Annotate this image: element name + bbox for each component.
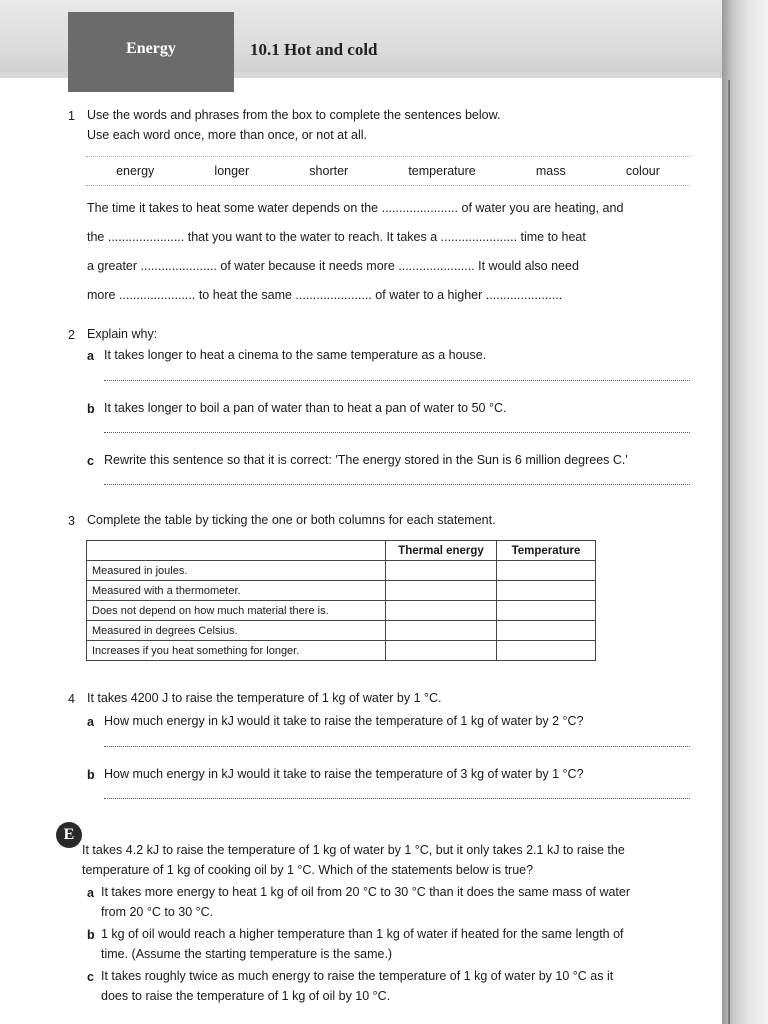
cloze-line: The time it takes to heat some water depends on the ...................... of water you are heating, and <box>87 201 624 215</box>
answer-line[interactable] <box>104 432 690 433</box>
word-option: shorter <box>309 164 349 178</box>
option-text: It takes roughly twice as much energy to raise the temperature of 1 kg of water by 10 °C as it <box>101 969 614 983</box>
word-option: mass <box>535 164 566 178</box>
answer-line[interactable] <box>104 798 690 799</box>
table-row <box>87 601 596 621</box>
statement-cell: Increases if you heat something for longer. <box>87 641 386 661</box>
option-label: c <box>87 970 94 984</box>
q2-part-text: It takes longer to boil a pan of water than to heat a pan of water to 50 °C. <box>104 401 507 415</box>
column-header: Thermal energy <box>386 541 497 561</box>
page-edge-line <box>728 80 730 1024</box>
part-label: a <box>87 349 94 363</box>
tick-cell[interactable] <box>497 561 596 581</box>
tick-cell[interactable] <box>386 621 497 641</box>
table-row <box>87 581 596 601</box>
table-row <box>87 621 596 641</box>
question-number: 3 <box>68 514 75 528</box>
q2-prompt: Explain why: <box>87 327 158 341</box>
table-header-row <box>87 541 596 561</box>
q2-part-text: It takes longer to heat a cinema to the same temperature as a house. <box>104 348 487 362</box>
extension-intro: temperature of 1 kg of cooking oil by 1 °C. Which of the statements below is true? <box>82 863 534 877</box>
part-label: b <box>87 768 95 782</box>
tick-cell[interactable] <box>497 621 596 641</box>
lesson-title: 10.1 Hot and cold <box>250 40 378 59</box>
question-number: 4 <box>68 692 75 706</box>
tick-table <box>86 540 596 661</box>
table-row <box>87 561 596 581</box>
option-label: b <box>87 928 95 942</box>
option-text: It takes more energy to heat 1 kg of oil from 20 °C to 30 °C than it does the same mass of water <box>101 885 631 899</box>
tick-cell[interactable] <box>386 601 497 621</box>
statement-cell: Measured in joules. <box>87 561 386 581</box>
q4-part-text: How much energy in kJ would it take to raise the temperature of 3 kg of water by 1 °C? <box>104 767 584 781</box>
q4-part-text: How much energy in kJ would it take to raise the temperature of 1 kg of water by 2 °C? <box>104 714 584 728</box>
word-option: colour <box>625 164 660 178</box>
q1-instruction: Use each word once, more than once, or not at all. <box>87 128 368 142</box>
option-text: 1 kg of oil would reach a higher temperature than 1 kg of water if heated for the same length of <box>101 927 624 941</box>
tick-cell[interactable] <box>497 641 596 661</box>
part-label: b <box>87 402 95 416</box>
cloze-line: the ...................... that you want to the water to reach. It takes a ...................... time to heat <box>87 230 586 244</box>
extension-intro: It takes 4.2 kJ to raise the temperature of 1 kg of water by 1 °C, but it only takes 2.1 kJ to raise the <box>82 843 625 857</box>
option-text: does to raise the temperature of 1 kg of oil by 10 °C. <box>101 989 391 1003</box>
statement-cell: Measured in degrees Celsius. <box>87 621 386 641</box>
question-number: 1 <box>68 109 75 123</box>
table-row <box>87 641 596 661</box>
cloze-line: more ...................... to heat the same ...................... of water to a higher ...................... <box>87 288 563 302</box>
answer-line[interactable] <box>104 484 690 485</box>
word-option: longer <box>214 164 250 178</box>
table-header-blank <box>87 541 386 561</box>
option-text: from 20 °C to 30 °C. <box>101 905 214 919</box>
section-label: Energy <box>126 40 176 57</box>
tick-cell[interactable] <box>497 601 596 621</box>
part-label: a <box>87 715 94 729</box>
answer-line[interactable] <box>104 746 690 747</box>
tick-cell[interactable] <box>386 581 497 601</box>
statement-cell: Does not depend on how much material there is. <box>87 601 386 621</box>
q4-prompt: It takes 4200 J to raise the temperature of 1 kg of water by 1 °C. <box>87 691 442 705</box>
tick-cell[interactable] <box>386 641 497 661</box>
question-number: 2 <box>68 328 75 342</box>
q3-prompt: Complete the table by ticking the one or both columns for each statement. <box>87 513 496 527</box>
option-text: time. (Assume the starting temperature is the same.) <box>101 947 393 961</box>
q2-part-text: Rewrite this sentence so that it is correct: 'The energy stored in the Sun is 6 million degrees C.' <box>104 453 628 467</box>
word-box <box>86 156 690 186</box>
tick-cell[interactable] <box>386 561 497 581</box>
option-label: a <box>87 886 94 900</box>
q1-instruction: Use the words and phrases from the box to complete the sentences below. <box>87 108 501 122</box>
extension-badge: E <box>56 822 82 848</box>
column-header: Temperature <box>497 541 596 561</box>
part-label: c <box>87 454 94 468</box>
statement-cell: Measured with a thermometer. <box>87 581 386 601</box>
cloze-line: a greater ...................... of water because it needs more ...................... It would also need <box>87 259 579 273</box>
answer-line[interactable] <box>104 380 690 381</box>
word-option: temperature <box>408 164 476 178</box>
tick-cell[interactable] <box>497 581 596 601</box>
word-option: energy <box>116 164 155 178</box>
